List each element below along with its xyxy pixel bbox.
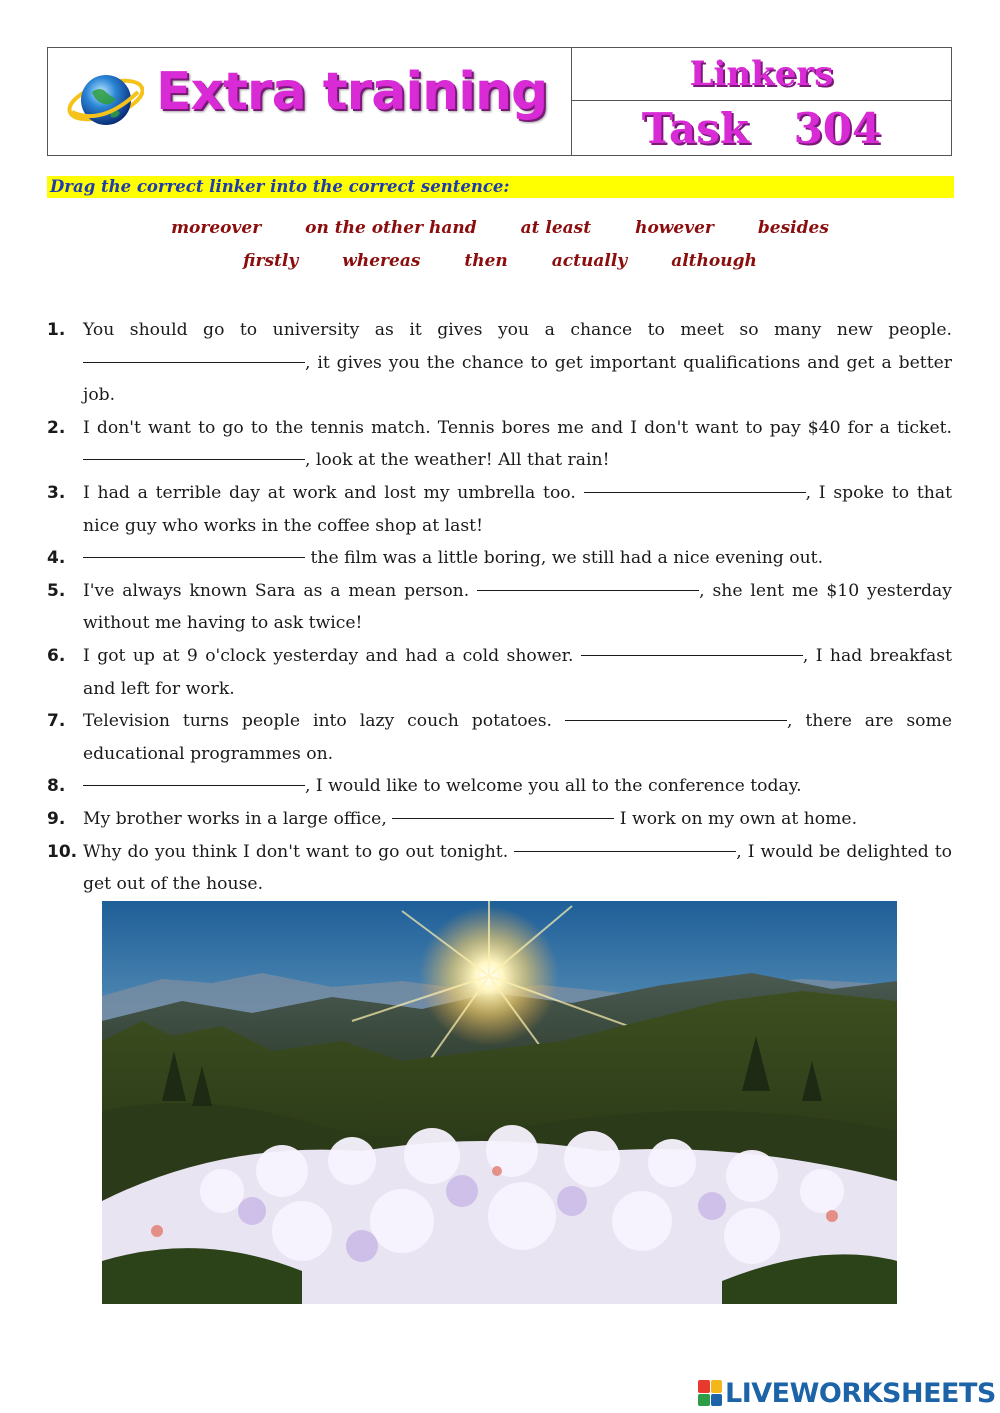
item-number: 3.	[47, 482, 66, 503]
word-chip-then[interactable]: then	[464, 251, 508, 271]
sentence-item	[47, 770, 952, 803]
sentence-text-after: , she lent me $10 yesterday without me having to ask twice!	[83, 580, 952, 634]
sentence-item	[47, 705, 952, 770]
word-chip-at-least[interactable]: at least	[520, 218, 592, 238]
sentence-text-after: the film was a little boring, we still had a nice evening out.	[305, 548, 824, 569]
drop-blank[interactable]	[584, 492, 806, 493]
word-bank-row-2	[0, 251, 1000, 271]
topic-cell	[572, 48, 951, 101]
drop-blank[interactable]	[514, 851, 736, 852]
drop-blank[interactable]	[83, 785, 305, 786]
sentence-text-after: , look at the weather! All that rain!	[305, 450, 610, 471]
sentence-item	[47, 477, 952, 542]
word-chip-although[interactable]: although	[671, 251, 757, 271]
word-chip-whereas[interactable]: whereas	[342, 251, 421, 271]
globe-icon	[66, 64, 144, 134]
worksheet-header	[47, 47, 952, 156]
item-number: 8.	[47, 776, 66, 797]
sentence-text-after: , I had breakfast and left for work.	[83, 645, 952, 699]
header-brand-cell	[48, 48, 572, 155]
sentence-text-after: , I would be delighted to get out of the house.	[83, 841, 952, 895]
sentence-text-after: , I spoke to that nice guy who works in the coffee shop at last!	[83, 482, 952, 536]
drop-blank[interactable]	[581, 655, 803, 656]
item-number: 1.	[47, 320, 66, 340]
drop-blank[interactable]	[565, 720, 787, 721]
liveworksheets-logo-text: LIVEWORKSHEETS	[725, 1377, 996, 1409]
sentence-text-before: Television turns people into lazy couch potatoes.	[83, 711, 565, 732]
sentence-item	[47, 314, 952, 412]
item-number: 6.	[47, 645, 66, 666]
sentence-item	[47, 803, 952, 836]
sentence-text-after: , there are some educational programmes on.	[83, 711, 952, 764]
sentence-text-before: I had a terrible day at work and lost my umbrella too.	[83, 482, 584, 503]
word-chip-actually[interactable]: actually	[551, 251, 628, 271]
word-chip-besides[interactable]: besides	[757, 218, 829, 238]
sentence-text-after: I work on my own at home.	[614, 808, 858, 829]
item-number: 7.	[47, 711, 66, 732]
word-chip-however[interactable]: however	[635, 218, 714, 238]
sentence-text-after: , it gives you the chance to get important qualifications and get a better job.	[83, 352, 952, 406]
instruction-bar: Drag the correct linker into the correct sentence:	[47, 176, 954, 198]
drop-blank[interactable]	[477, 590, 699, 591]
item-number: 4.	[47, 548, 66, 569]
sentence-list	[47, 314, 952, 901]
item-number: 10.	[47, 841, 78, 862]
word-chip-on-the-other-hand[interactable]: on the other hand	[305, 218, 477, 238]
sentence-item	[47, 542, 952, 575]
sentence-text-before: I don't want to go to the tennis match. Tennis bores me and I don't want to pay $40 for a ticket.	[83, 417, 952, 438]
item-number: 9.	[47, 808, 66, 829]
sentence-text-before: You should go to university as it gives you a chance to meet so many new people.	[83, 320, 952, 340]
liveworksheets-logo[interactable]	[698, 1378, 996, 1408]
topic-title: Linkers	[689, 54, 834, 94]
item-number: 5.	[47, 580, 66, 601]
word-chip-firstly[interactable]: firstly	[243, 251, 299, 271]
header-task-cell	[572, 48, 951, 155]
liveworksheets-mark-icon	[698, 1380, 722, 1406]
sentence-item	[47, 640, 952, 705]
sentence-text-before: My brother works in a large office,	[83, 808, 393, 829]
sentence-text-before: I've always known Sara as a mean person.	[83, 580, 478, 601]
sentence-item	[47, 412, 952, 477]
sentence-text-before: I got up at 9 o'clock yesterday and had a cold shower.	[83, 645, 581, 666]
task-number: Task 304	[641, 103, 882, 153]
item-number: 2.	[47, 417, 66, 438]
brand-title: Extra training	[156, 62, 548, 122]
task-cell	[572, 101, 951, 155]
word-chip-moreover[interactable]: moreover	[171, 218, 262, 238]
drop-blank[interactable]	[392, 818, 614, 819]
sentence-text-after: , I would like to welcome you all to the conference today.	[305, 776, 802, 797]
sentence-item	[47, 575, 952, 640]
sentence-text-before: Why do you think I don't want to go out tonight.	[83, 841, 515, 862]
sunrise-landscape-photo	[102, 901, 897, 1304]
drop-blank[interactable]	[83, 362, 305, 363]
word-bank-row-1	[0, 218, 1000, 238]
sentence-item	[47, 836, 952, 901]
drop-blank[interactable]	[83, 459, 305, 460]
drop-blank[interactable]	[83, 557, 305, 558]
